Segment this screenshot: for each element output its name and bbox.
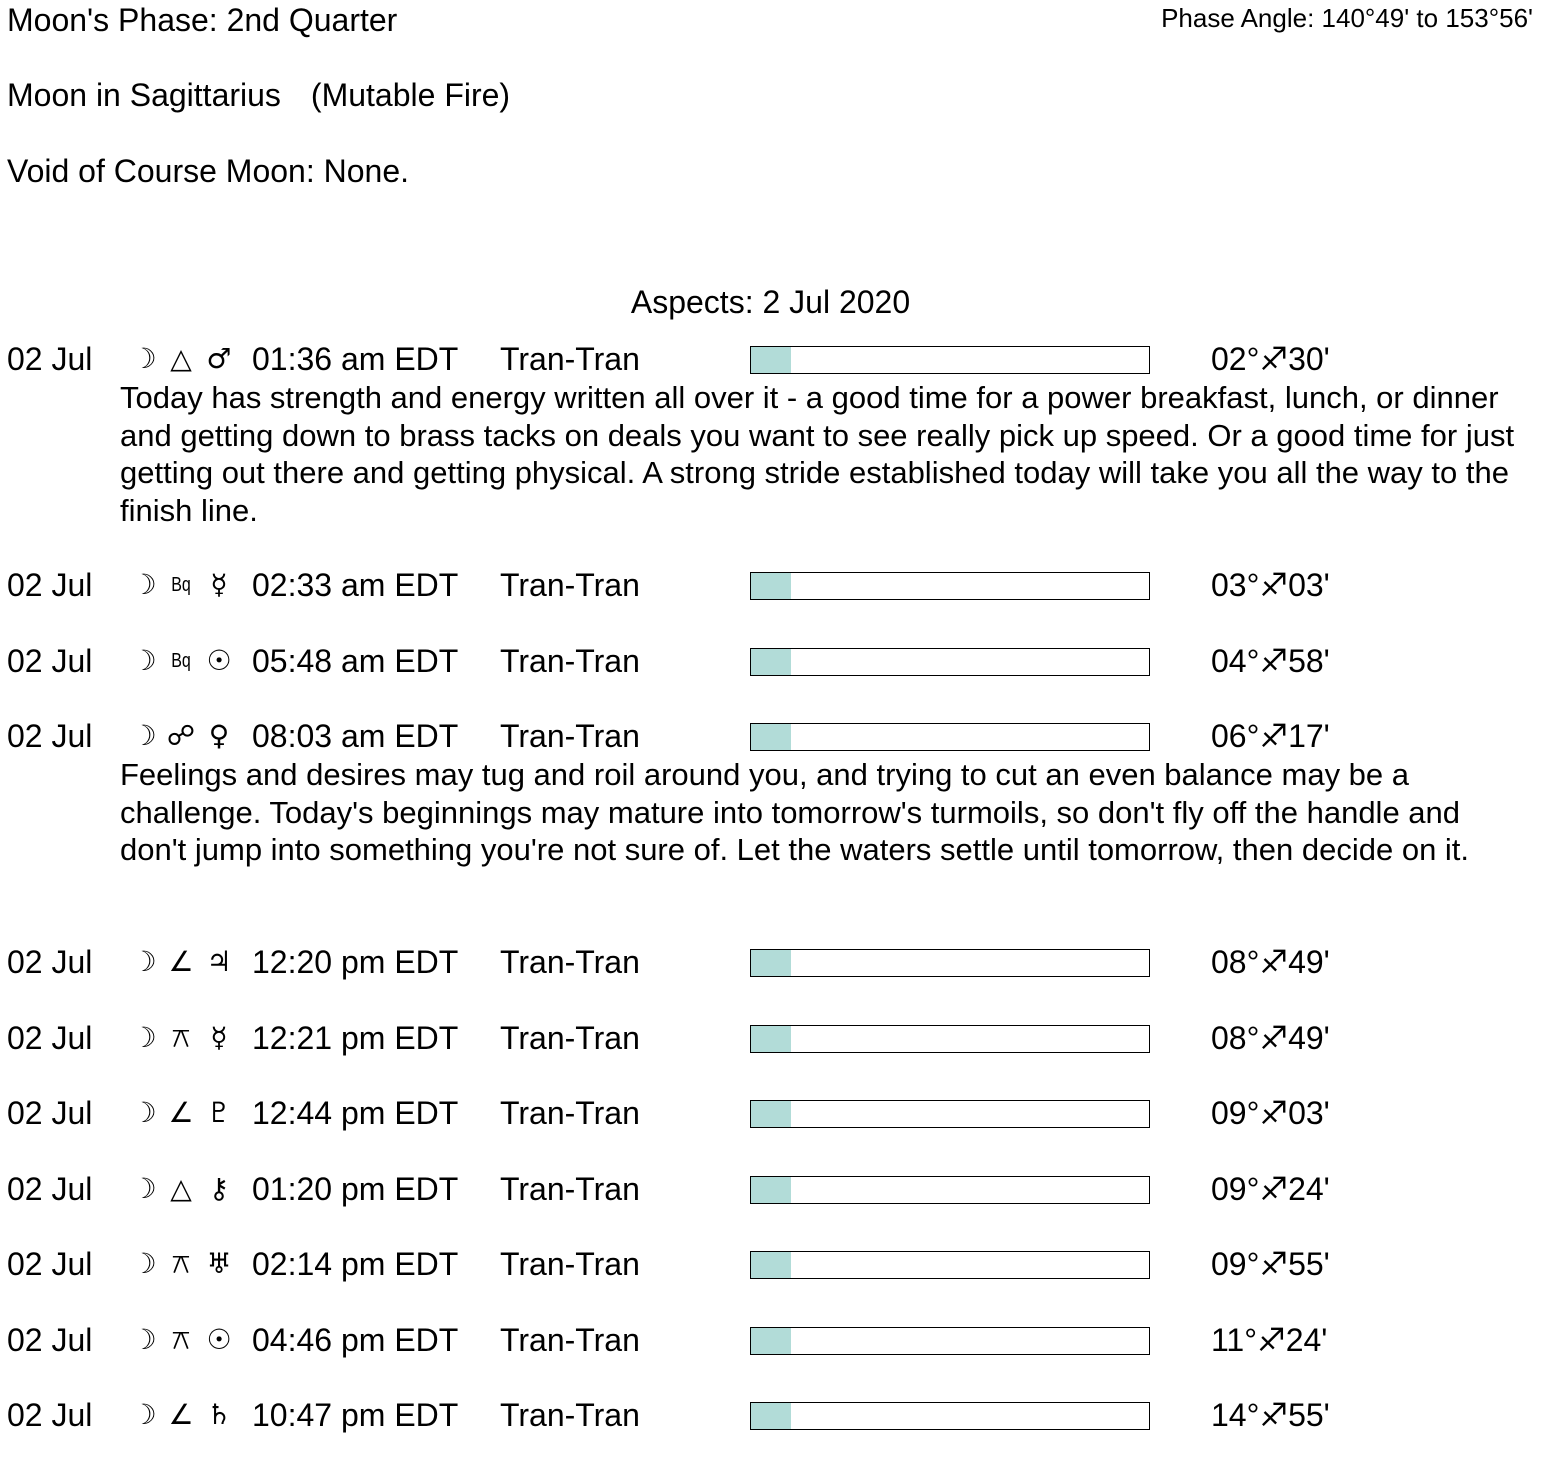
aspect-time: 01:36 am EDT (252, 341, 459, 377)
venus-glyph-icon: ♀ (208, 719, 230, 752)
trine-glyph-icon: △ (170, 1171, 192, 1205)
aspect-strength-bar-fill (751, 1252, 791, 1278)
aspect-date: 02 Jul (7, 944, 93, 980)
aspect-row (0, 341, 1541, 381)
quincunx-glyph-icon: ⚻ (171, 1247, 191, 1280)
aspect-strength-bar (750, 1176, 1150, 1204)
aspect-type: Tran-Tran (500, 1019, 640, 1056)
phase-angle-label: Phase Angle: 140°49' to 153°56' (1161, 3, 1533, 33)
aspect-type: Tran-Tran (500, 642, 640, 679)
aspect-time: 01:20 pm EDT (252, 1170, 459, 1207)
moon-glyph-icon: ☽ (131, 643, 157, 677)
quincunx-glyph-icon: ⚻ (171, 1322, 191, 1356)
aspect-strength-bar (750, 1025, 1150, 1053)
aspect-position: 04°♐58' (1211, 642, 1330, 679)
moon-glyph-icon: ☽ (131, 1171, 157, 1205)
aspect-position: 14°♐55' (1211, 1397, 1330, 1433)
aspect-date: 02 Jul (7, 1246, 93, 1282)
moon-glyph-icon: ☽ (131, 342, 157, 375)
aspect-date: 02 Jul (7, 1397, 93, 1433)
aspect-row (0, 1246, 1541, 1286)
aspect-strength-bar-fill (751, 1101, 791, 1127)
aspect-position: 09°♐24' (1211, 1170, 1330, 1207)
aspect-row (0, 1095, 1541, 1135)
aspect-strength-bar (750, 949, 1150, 977)
semisquare-glyph-icon: ∠ (168, 1096, 194, 1129)
aspect-type: Tran-Tran (500, 1321, 640, 1358)
aspect-row (0, 718, 1541, 758)
aspect-row (0, 1322, 1541, 1362)
aspect-strength-bar (750, 1100, 1150, 1128)
aspect-time: 02:33 am EDT (252, 567, 459, 603)
aspect-strength-bar-fill (751, 1403, 791, 1429)
aspect-strength-bar-fill (751, 1177, 791, 1203)
aspect-time: 02:14 pm EDT (252, 1246, 459, 1282)
moon-glyph-icon: ☽ (131, 568, 157, 601)
semisquare-glyph-icon: ∠ (168, 1398, 194, 1431)
aspect-strength-bar (750, 648, 1150, 676)
aspect-time: 10:47 pm EDT (252, 1397, 459, 1433)
aspect-strength-bar-fill (751, 1328, 791, 1354)
moon-glyph-icon: ☽ (131, 1247, 157, 1280)
biquintile-glyph-icon: Bq (171, 574, 191, 596)
aspect-description: Today has strength and energy written all over it - a good time for a power breakfast, lunch, or dinner and getting down to brass tacks on deals you want to see really pick up speed. Or a good time for just getting out there and getting physical. A strong stride established today will take you all the way to the finish line. (120, 380, 1515, 528)
aspect-type: Tran-Tran (500, 1170, 640, 1207)
aspect-position: 09°♐03' (1211, 1095, 1330, 1131)
aspect-strength-bar (750, 1402, 1150, 1430)
aspect-position: 08°♐49' (1211, 944, 1330, 980)
biquintile-glyph-icon: Bq (171, 649, 191, 672)
chiron-glyph-icon: ⚷ (208, 1171, 230, 1205)
aspect-row (0, 1020, 1541, 1060)
aspect-time: 12:20 pm EDT (252, 944, 459, 980)
moon-sign-label: Moon in Sagittarius (7, 77, 281, 113)
aspect-date: 02 Jul (7, 1170, 93, 1207)
aspect-position: 03°♐03' (1211, 567, 1330, 603)
aspect-strength-bar (750, 346, 1150, 374)
opposition-glyph-icon: ☍ (166, 719, 196, 752)
moon-sign-line (7, 77, 510, 113)
aspect-strength-bar (750, 572, 1150, 600)
aspect-position: 06°♐17' (1211, 718, 1330, 754)
saturn-glyph-icon: ♄ (206, 1398, 232, 1431)
pluto-glyph-icon: ♇ (206, 1096, 232, 1129)
aspect-type: Tran-Tran (500, 1095, 640, 1131)
aspect-strength-bar-fill (751, 724, 791, 750)
sun-glyph-icon: ☉ (206, 643, 232, 677)
moon-glyph-icon: ☽ (131, 1020, 157, 1054)
sun-glyph-icon: ☉ (206, 1322, 232, 1356)
uranus-glyph-icon: ♅ (206, 1247, 232, 1280)
aspect-strength-bar-fill (751, 1026, 791, 1052)
trine-glyph-icon: △ (170, 342, 192, 375)
aspect-row (0, 643, 1541, 683)
aspect-date: 02 Jul (7, 341, 93, 377)
aspect-row (0, 1397, 1541, 1437)
aspect-strength-bar (750, 1251, 1150, 1279)
aspect-strength-bar (750, 723, 1150, 751)
aspect-date: 02 Jul (7, 1321, 93, 1358)
aspect-time: 12:44 pm EDT (252, 1095, 459, 1131)
aspect-date: 02 Jul (7, 642, 93, 679)
aspect-position: 09°♐55' (1211, 1246, 1330, 1282)
aspect-time: 08:03 am EDT (252, 718, 459, 754)
aspect-type: Tran-Tran (500, 1397, 640, 1433)
aspect-strength-bar-fill (751, 950, 791, 976)
aspect-time: 12:21 pm EDT (252, 1019, 459, 1056)
aspect-type: Tran-Tran (500, 718, 640, 754)
aspect-date: 02 Jul (7, 1019, 93, 1056)
aspect-position: 08°♐49' (1211, 1019, 1330, 1056)
mars-glyph-icon: ♂ (206, 342, 232, 375)
aspect-time: 05:48 am EDT (252, 642, 459, 679)
aspect-row (0, 567, 1541, 607)
aspect-strength-bar-fill (751, 347, 791, 373)
aspect-type: Tran-Tran (500, 567, 640, 603)
moon-glyph-icon: ☽ (131, 1096, 157, 1129)
aspect-type: Tran-Tran (500, 944, 640, 980)
mercury-glyph-icon: ☿ (210, 1020, 228, 1054)
moon-phase-label: Moon's Phase: 2nd Quarter (7, 2, 398, 38)
aspect-strength-bar-fill (751, 573, 791, 599)
aspect-strength-bar-fill (751, 649, 791, 675)
aspect-row (0, 1171, 1541, 1211)
aspect-description: Feelings and desires may tug and roil around you, and trying to cut an even balance may be a challenge. Today's beginnings may mature into tomorrow's turmoils, so don't fly off the handle and don't jump into something you're not sure of. Let the waters settle until tomorrow, then decide on it. (120, 757, 1470, 867)
aspect-type: Tran-Tran (500, 1246, 640, 1282)
aspect-position: 02°♐30' (1211, 341, 1330, 377)
moon-glyph-icon: ☽ (131, 1398, 157, 1431)
aspect-time: 04:46 pm EDT (252, 1321, 459, 1358)
mercury-glyph-icon: ☿ (210, 568, 228, 601)
semisquare-glyph-icon: ∠ (168, 945, 194, 978)
jupiter-glyph-icon: ♃ (206, 945, 232, 978)
moon-glyph-icon: ☽ (131, 1322, 157, 1356)
aspect-date: 02 Jul (7, 567, 93, 603)
aspect-row (0, 944, 1541, 984)
aspect-date: 02 Jul (7, 718, 93, 754)
aspect-strength-bar (750, 1327, 1150, 1355)
moon-element-label: (Mutable Fire) (310, 77, 511, 113)
aspects-title: Aspects: 2 Jul 2020 (630, 284, 911, 320)
moon-glyph-icon: ☽ (131, 945, 157, 978)
moon-glyph-icon: ☽ (131, 719, 157, 752)
void-of-course-label: Void of Course Moon: None. (7, 153, 410, 189)
quincunx-glyph-icon: ⚻ (171, 1020, 191, 1054)
aspect-type: Tran-Tran (500, 341, 640, 377)
aspect-position: 11°♐24' (1211, 1321, 1328, 1358)
aspect-date: 02 Jul (7, 1095, 93, 1131)
